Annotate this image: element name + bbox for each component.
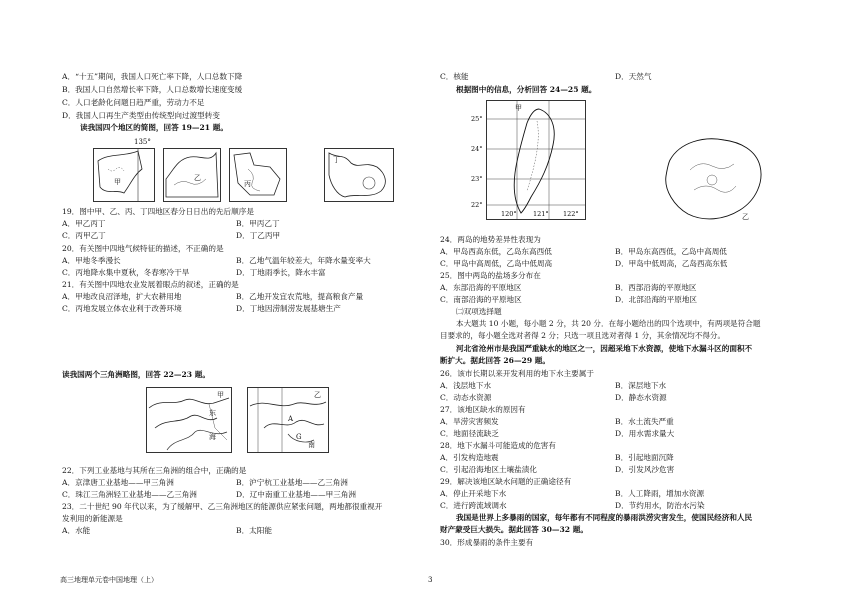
map-region-jia bbox=[93, 138, 155, 202]
q18-option-c: C．人口老龄化问题日趋严重，劳动力不足 bbox=[62, 98, 205, 107]
map-label-bing: 丙 bbox=[244, 180, 251, 188]
q28-option-c: C．引起沿海地区土壤盐渍化 bbox=[440, 465, 537, 474]
q24-option-d: D．甲岛中低周高，乙岛西高东低 bbox=[615, 259, 728, 268]
q23-option-b: B．太阳能 bbox=[236, 526, 272, 535]
q26-stem: 26．该市长期以来开发利用的地下水主要属于 bbox=[440, 369, 594, 378]
q27-stem: 27．该地区缺水的原因有 bbox=[440, 405, 526, 414]
map-island-jia bbox=[471, 100, 586, 220]
q25-option-c: C．南部沿海的平原地区 bbox=[440, 295, 522, 304]
q20-option-d: D．丁地雨季长，降水丰富 bbox=[236, 268, 326, 277]
q21-option-a: A．甲地改良沼泽地，扩大农耕用地 bbox=[62, 292, 182, 301]
map-longitude-label: 135° bbox=[134, 138, 151, 146]
q25-option-a: A．东部沿海的平原地区 bbox=[440, 283, 522, 292]
q27-option-a: A．旱涝灾害频发 bbox=[440, 417, 499, 426]
delta-label-hai: 海 bbox=[209, 433, 216, 441]
q20-option-a: A．甲地冬季漫长 bbox=[62, 256, 121, 265]
q27-option-d: D．用水需求量大 bbox=[615, 429, 675, 438]
lon-120: 120° bbox=[501, 210, 517, 218]
delta-label-yi: 乙 bbox=[314, 391, 321, 399]
q27-option-b: B．水土流失严重 bbox=[615, 417, 674, 426]
q24-option-a: A．甲岛西高东低，乙岛东高西低 bbox=[440, 247, 552, 256]
q26-option-a: A．浅层地下水 bbox=[440, 381, 492, 390]
q29-stem: 29．解决该地区缺水问题的正确途径有 bbox=[440, 477, 572, 486]
map-jia-drawing bbox=[94, 149, 154, 201]
q20-stem: 20．有关图中四地气候特征的描述，不正确的是 bbox=[62, 244, 224, 253]
q23-option-a: A．水能 bbox=[62, 526, 91, 535]
stem-30-32-line1: 我国是世界上多暴雨的国家，每年都有不同程度的暴雨洪涝灾害发生，使国民经济和人民 bbox=[456, 513, 753, 522]
q18-option-b: B．我国人口自然增长率下降，人口总数增长速度变缓 bbox=[62, 85, 243, 94]
q19-option-c: C．丙甲乙丁 bbox=[62, 231, 106, 240]
q29-option-d: D．节约用水，防治水污染 bbox=[615, 501, 705, 510]
q26-option-d: D．静态水资源 bbox=[615, 393, 667, 402]
map-island-jia-drawing bbox=[487, 101, 585, 219]
stem-26-29-line1: 河北省沧州市是我国严重缺水的地区之一，因超采地下水资源，使地下水漏斗区的面积不 bbox=[456, 344, 753, 353]
lon-121: 121° bbox=[533, 210, 549, 218]
map-delta-yi bbox=[247, 387, 329, 453]
q24-stem: 24．两岛的地势差异性表现为 bbox=[440, 235, 541, 244]
island-label-jia: 甲 bbox=[515, 104, 522, 112]
q28-option-d: D．引发风沙危害 bbox=[615, 465, 675, 474]
q19-option-d: D．丁乙丙甲 bbox=[236, 231, 281, 240]
q25-option-b: B．西部沿海的平原地区 bbox=[615, 283, 697, 292]
q19-stem: 19．图中甲、乙、丙、丁四地区春分日日出的先后顺序是 bbox=[62, 207, 254, 216]
map-region-bing bbox=[229, 148, 287, 202]
q28-option-a: A．引发构造地震 bbox=[440, 453, 499, 462]
section2-intro-line1: 本大题共 10 小题，每小题 2 分，共 20 分．在每小题给出的四个选项中，有两项是符合题 bbox=[456, 319, 761, 328]
q21-option-d: D．丁地因涝制涝发展基塘生产 bbox=[236, 304, 341, 313]
q28-option-b: B．引起地面沉降 bbox=[615, 453, 674, 462]
delta-label-jia: 甲 bbox=[217, 391, 224, 399]
stem-19-21: 读我国四个地区的简图，回答 19—21 题。 bbox=[80, 123, 228, 132]
island-label-yi: 乙 bbox=[742, 213, 749, 221]
map-region-ding bbox=[324, 148, 394, 202]
q18-option-d: D．我国人口再生产类型由传统型向过渡型转变 bbox=[62, 111, 220, 120]
q21-option-b: B．乙地开发宜农荒地，提高粮食产量 bbox=[236, 292, 364, 301]
q22-option-b: B．沪宁杭工业基地——乙三角洲 bbox=[236, 478, 348, 487]
map-island-yi-drawing bbox=[660, 130, 770, 226]
delta-label-nan: 南 bbox=[308, 441, 315, 449]
stem-22-23: 读我国两个三角洲略图，回答 22—23 题。 bbox=[62, 370, 210, 379]
q22-option-c: C．珠江三角洲轻工业基地——乙三角洲 bbox=[62, 490, 197, 499]
q25-option-d: D．北部沿海的平原地区 bbox=[615, 295, 698, 304]
q20-option-c: C．丙地降水集中夏秋，冬春寒冷干旱 bbox=[62, 268, 190, 277]
q29-option-b: B．人工降雨，增加水资源 bbox=[615, 489, 705, 498]
q22-option-d: D．辽中南重工业基地——甲三角洲 bbox=[236, 490, 356, 499]
q29-option-a: A．停止开采地下水 bbox=[440, 489, 507, 498]
q26-option-c: C．动态水资源 bbox=[440, 393, 492, 402]
stem-26-29-line2: 断扩大。据此回答 26—29 题。 bbox=[440, 356, 550, 365]
q25-stem: 25．图中两岛的盐场多分布在 bbox=[440, 271, 541, 280]
q18-option-a: A．“十五”期间，我国人口死亡率下降，人口总数下降 bbox=[62, 72, 243, 81]
q30-stem: 30．形成暴雨的条件主要有 bbox=[440, 538, 534, 547]
map-island-yi bbox=[660, 130, 770, 226]
q23-stem-line2: 发利用的新能源是 bbox=[62, 514, 123, 523]
lat-22: 22° bbox=[471, 201, 483, 209]
map-delta-jia bbox=[146, 387, 232, 453]
q21-stem: 21．有关图中四地农业发展着眼点的叙述，正确的是 bbox=[62, 280, 239, 289]
q19-option-b: B．甲丙乙丁 bbox=[236, 219, 280, 228]
map-label-ding: 丁 bbox=[333, 156, 340, 164]
q27-option-c: C．地面径流缺乏 bbox=[440, 429, 499, 438]
map-region-yi bbox=[163, 148, 221, 202]
page-number: 3 bbox=[428, 576, 433, 584]
q19-option-a: A．甲乙丙丁 bbox=[62, 219, 106, 228]
lon-122: 122° bbox=[563, 210, 579, 218]
lat-25: 25° bbox=[471, 115, 483, 123]
section2-intro-line2: 目要求的，每小题全选对者得 2 分；只选一项且选对者得 1 分，其余情况均不得分。 bbox=[440, 331, 726, 340]
map-label-jia: 甲 bbox=[114, 178, 121, 186]
section2-title: ㈡双项选择题 bbox=[456, 307, 502, 316]
q20-option-b: B．乙地气温年较差大，年降水量变率大 bbox=[236, 256, 371, 265]
stem-30-32-line2: 财产蒙受巨大损失。据此回答 30—32 题。 bbox=[440, 525, 588, 534]
q22-option-a: A．京津唐工业基地——甲三角洲 bbox=[62, 478, 174, 487]
map-yi-drawing bbox=[164, 149, 220, 201]
map-bing-drawing bbox=[230, 149, 286, 201]
q23-option-c: C．核能 bbox=[440, 72, 469, 81]
stem-24-25: 根据图中的信息，分析回答 24—25 题。 bbox=[456, 85, 597, 94]
q24-option-c: C．甲岛中高周低，乙岛中低周高 bbox=[440, 259, 553, 268]
q21-option-c: C．丙地发展立体农业利于改善环境 bbox=[62, 304, 182, 313]
lat-24: 24° bbox=[471, 145, 483, 153]
q29-option-c: C．进行跨流域调水 bbox=[440, 501, 507, 510]
q22-stem: 22．下列工业基地与其所在三角洲的组合中，正确的是 bbox=[62, 466, 247, 475]
q28-stem: 28．地下水漏斗可能造成的危害有 bbox=[440, 441, 556, 450]
lat-23: 23° bbox=[471, 175, 483, 183]
q26-option-b: B．深层地下水 bbox=[615, 381, 667, 390]
footer-title: 高三地理单元卷中国地理（上） bbox=[60, 576, 158, 584]
map-label-yi: 乙 bbox=[194, 174, 201, 182]
q23-stem-line1: 23．二十世纪 90 年代以来，为了缓解甲、乙三角洲地区的能源供应紧张问题，两地都很重视开 bbox=[62, 502, 383, 511]
q24-option-b: B．甲岛东高西低，乙岛中高周低 bbox=[615, 247, 727, 256]
delta-label-g: G bbox=[296, 433, 302, 441]
q23-option-d: D．天然气 bbox=[615, 72, 652, 81]
delta-label-a: A bbox=[288, 415, 294, 423]
delta-label-dong: 东 bbox=[209, 409, 216, 417]
